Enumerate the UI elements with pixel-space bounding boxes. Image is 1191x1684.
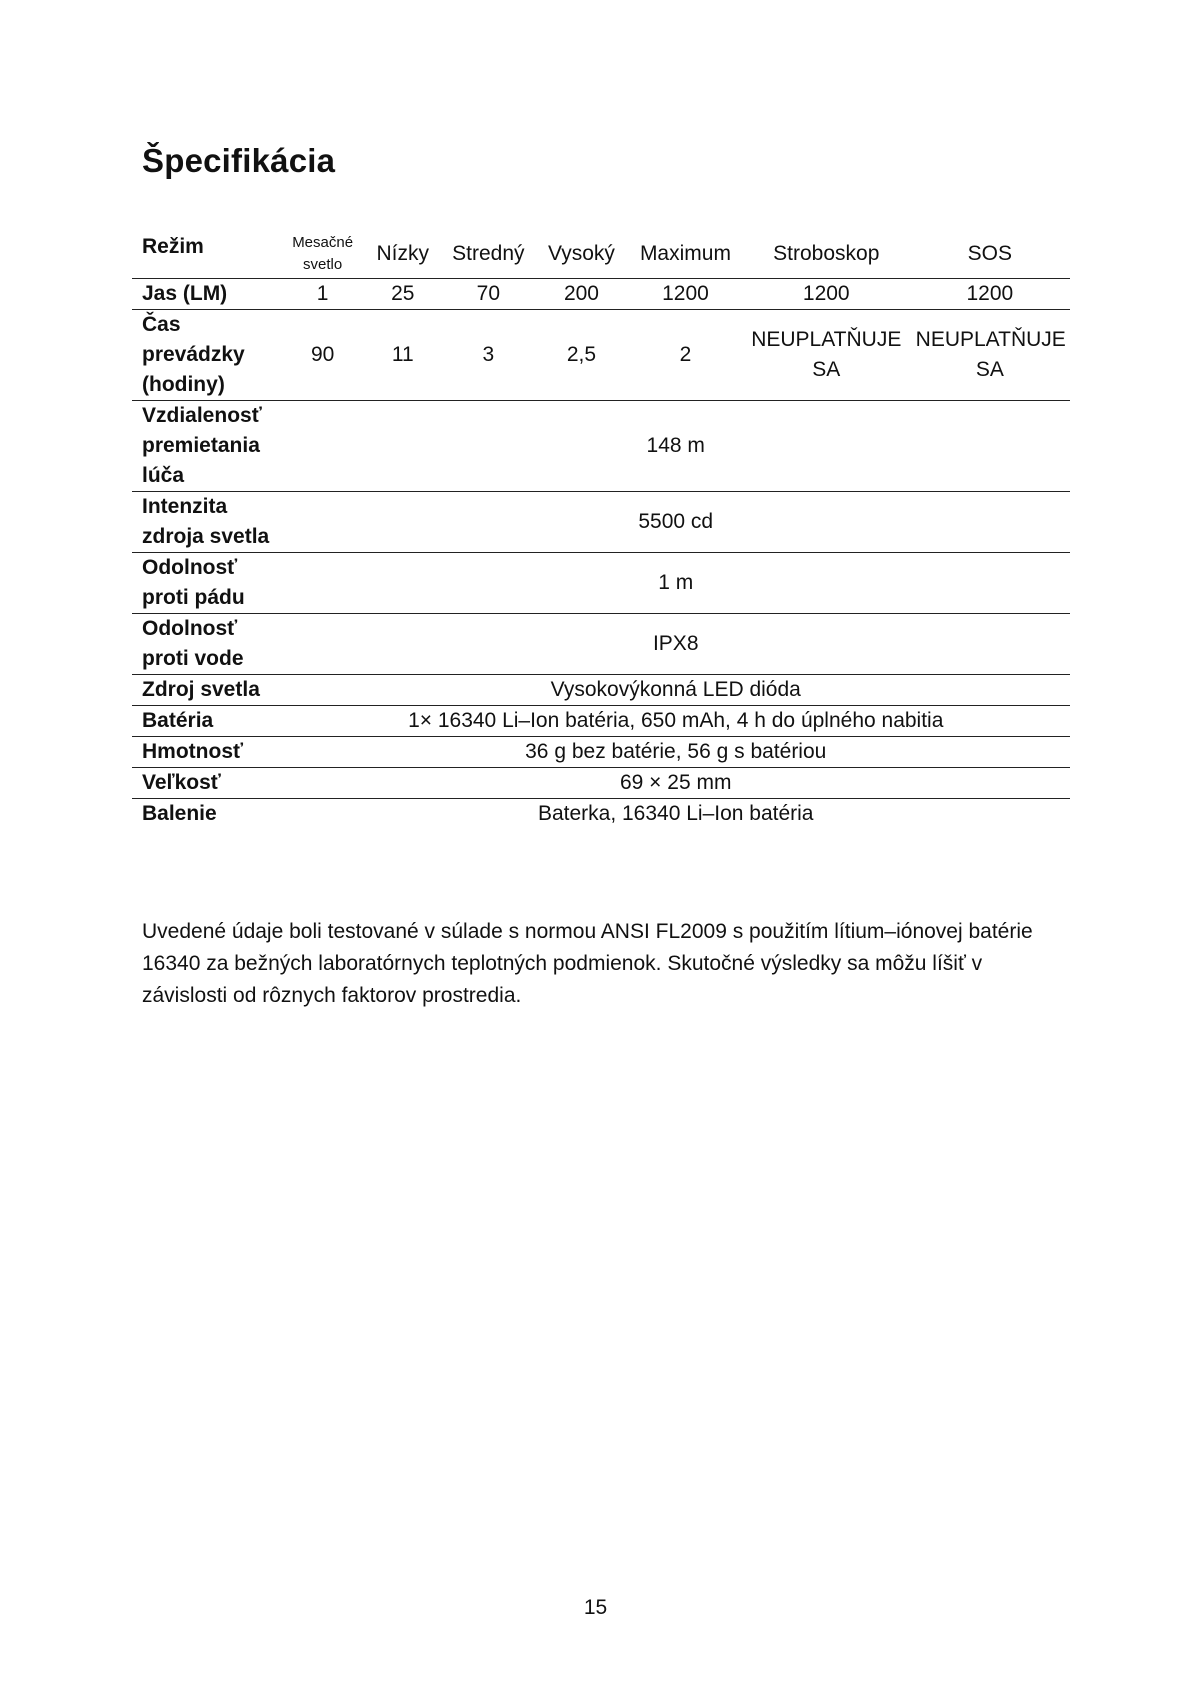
spec-row	[132, 553, 1070, 614]
page-title: Špecifikácia	[142, 142, 336, 179]
runtime-row	[132, 310, 1070, 401]
spec-row-label: Odolnosť proti vode	[142, 617, 244, 670]
spec-row-label: Vzdialenosť premietania lúča	[142, 404, 262, 487]
runtime-value: 2	[679, 343, 692, 366]
spec-row	[132, 799, 1070, 830]
spec-row-label: Batéria	[142, 709, 214, 732]
mode-moonlight: Mesačné svetlo	[292, 234, 354, 273]
brightness-value: 1200	[966, 282, 1014, 305]
brightness-value: 1	[316, 282, 329, 305]
spec-row-value: IPX8	[652, 632, 699, 655]
spec-row-label: Intenzita zdroja svetla	[142, 495, 270, 548]
spec-row	[132, 492, 1070, 553]
brightness-value: 1200	[802, 282, 850, 305]
runtime-value: NEUPLATŇUJE SA	[915, 328, 1066, 381]
mode-sos: SOS	[967, 242, 1012, 265]
header-row	[132, 232, 1070, 279]
spec-row-label: Hmotnosť	[142, 740, 244, 763]
brightness-row	[132, 279, 1070, 310]
spec-row-label: Zdroj svetla	[142, 678, 260, 701]
page-number: 15	[583, 1596, 608, 1619]
spec-row-value: 5500 cd	[638, 510, 714, 533]
spec-row	[132, 401, 1070, 492]
spec-row-label: Veľkosť	[142, 771, 221, 794]
spec-row-value: 148 m	[646, 434, 705, 457]
test-conditions-note: Uvedené údaje boli testované v súlade s normou ANSI FL2009 s použitím lítium–iónovej batérie 16340 za bežných laboratórnych teplotných podmienok. Skutočné výsledky sa môžu líšiť v závislosti od rôznych faktorov prostredia.	[142, 920, 1033, 1007]
spec-row-value: 1 m	[658, 571, 694, 594]
spec-row	[132, 768, 1070, 799]
runtime-value: 2,5	[566, 343, 597, 366]
runtime-label: Čas prevádzky (hodiny)	[142, 313, 245, 396]
spec-row-label: Odolnosť proti pádu	[142, 556, 245, 609]
brightness-value: 70	[476, 282, 501, 305]
spec-row-value: Baterka, 16340 Li–Ion batéria	[537, 802, 814, 825]
mode-high: Vysoký	[548, 242, 615, 265]
spec-row	[132, 675, 1070, 706]
brightness-value: 1200	[662, 282, 709, 305]
mode-strobe: Stroboskop	[773, 242, 880, 265]
runtime-value: 3	[482, 343, 495, 366]
spec-row	[132, 706, 1070, 737]
spec-table	[132, 232, 1070, 829]
spec-row-label: Balenie	[142, 802, 217, 825]
brightness-value: 25	[391, 282, 415, 305]
spec-row-value: 36 g bez batérie, 56 g s batériou	[525, 740, 827, 763]
runtime-value: 90	[310, 343, 335, 366]
spec-row-value: Vysokovýkonná LED dióda	[550, 678, 801, 701]
brightness-value: 200	[563, 282, 599, 305]
spec-row	[132, 614, 1070, 675]
spec-row-value: 1× 16340 Li–Ion batéria, 650 mAh, 4 h do úplného nabitia	[408, 709, 944, 732]
spec-row-value: 69 × 25 mm	[619, 771, 732, 794]
header-label: Režim	[142, 235, 204, 258]
runtime-value: 11	[391, 343, 414, 366]
mode-maximum: Maximum	[639, 242, 731, 265]
runtime-value: NEUPLATŇUJE SA	[751, 328, 902, 381]
mode-low: Nízky	[376, 242, 430, 265]
mode-medium: Stredný	[452, 242, 525, 265]
brightness-label: Jas (LM)	[142, 282, 228, 305]
spec-row	[132, 737, 1070, 768]
